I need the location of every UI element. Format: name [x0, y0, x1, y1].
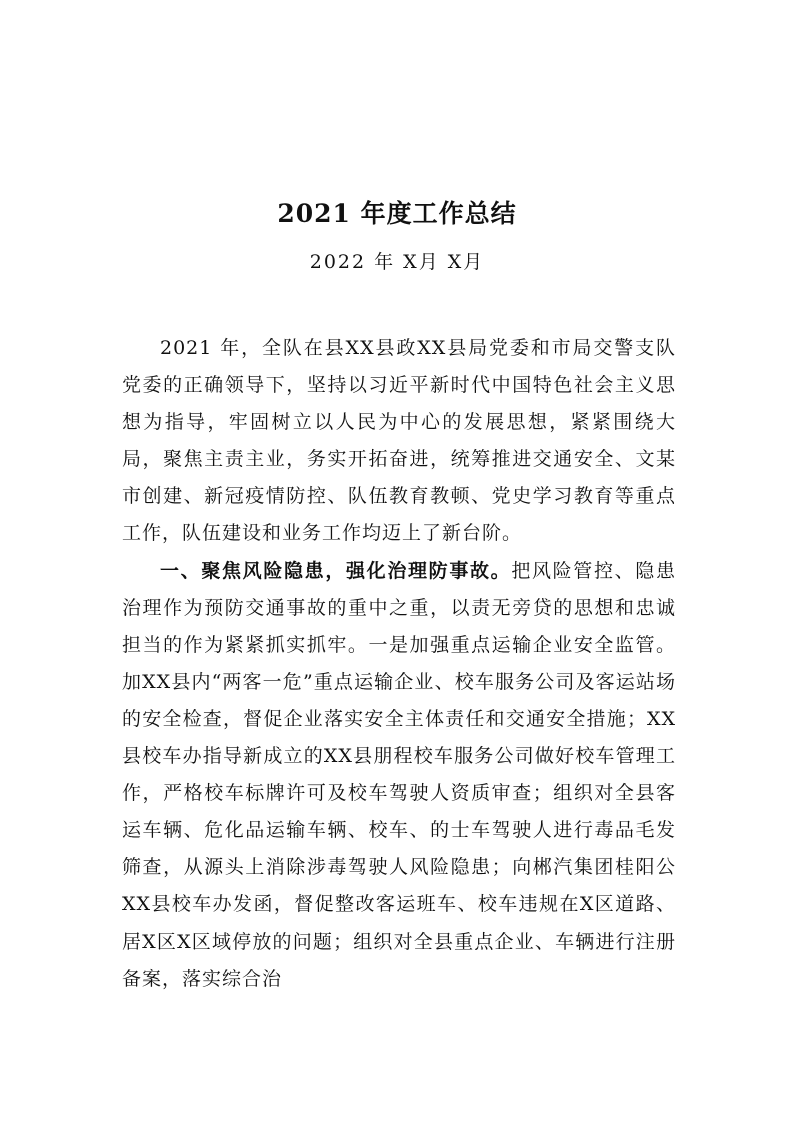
paragraph-intro [122, 330, 676, 553]
section-1-text: 把风险管控、隐患治理作为预防交通事故的重中之重，以责无旁贷的思想和忠诚担当的作为紧紧抓实抓牢。一是加强重点运输企业安全监管。加XX县内“两客一危”重点运输企业、校车服务公司及客运站场的安全检查，督促企业落实安全主体责任和交通安全措施；XX县校车办指导新成立的XX县朋程校车服务公司做好校车管理工作，严格校车标牌许可及校车驾驶人资质审查；组织对全县客运车辆、危化品运输车辆、校车、的士车驾驶人进行毒品毛发筛查，从源头上消除涉毒驾驶人风险隐患；向郴汽集团桂阳公XX县校车办发函，督促整改客运班车、校车违规在X区道路、居X区X区域停放的问题；组织对全县重点企业、车辆进行注册备案，落实综合治 [122, 559, 676, 990]
document-title: 2021 年度工作总结 [277, 199, 517, 228]
document-date: 2022 年 X月 X月 [309, 251, 485, 273]
paragraph-intro-text: 2021 年，全队在县XX县政XX县局党委和市局交警支队党委的正确领导下，坚持以习近平新时代中国特色社会主义思想为指导，牢固树立以人民为中心的发展思想，紧紧围绕大局，聚焦主责主业，务实开拓奋进，统筹推进交通安全、文某市创建、新冠疫情防控、队伍教育教顿、党史学习教育等重点工作，队伍建设和业务工作均迈上了新台阶。 [122, 337, 676, 545]
paragraph-section-1 [122, 553, 676, 998]
document-body [122, 330, 676, 998]
section-1-heading: 一、聚焦风险隐患，强化治理防事故。 [160, 559, 512, 582]
